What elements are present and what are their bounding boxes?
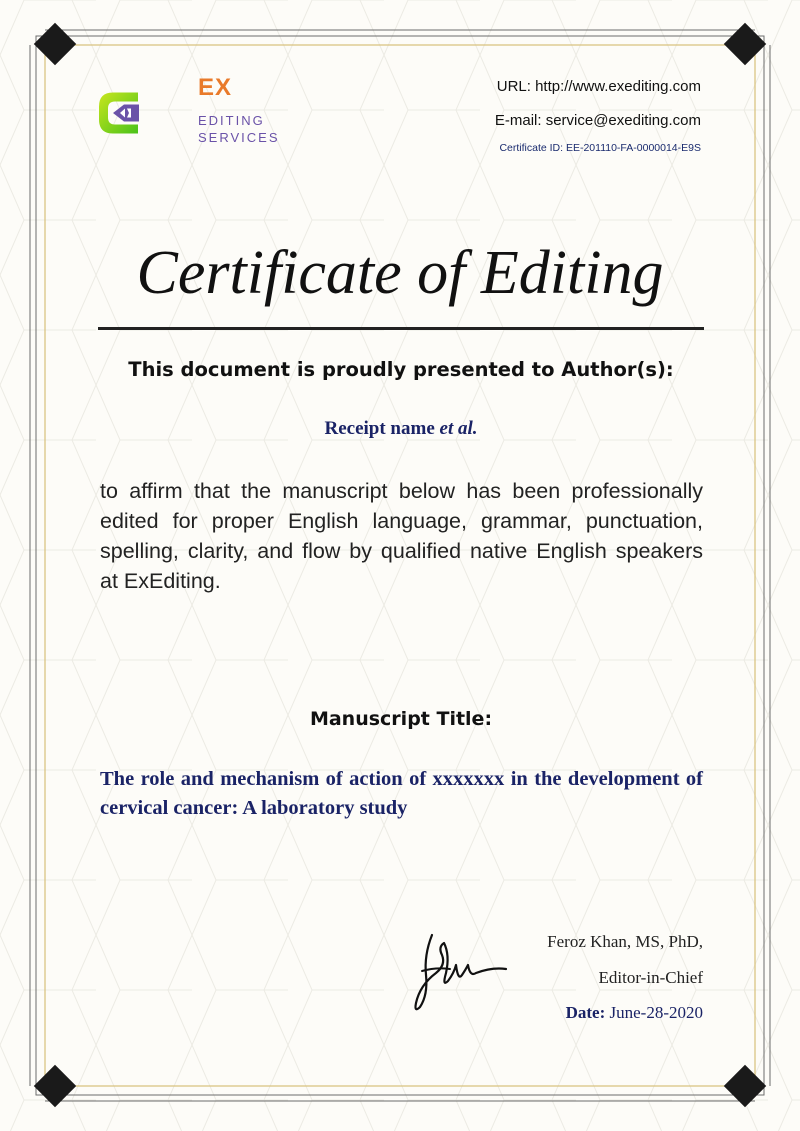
issue-date-label: Date: — [565, 1003, 606, 1022]
recipient-name — [98, 418, 704, 440]
signature-icon — [402, 925, 512, 1015]
certificate-title — [130, 225, 670, 315]
title-divider — [98, 327, 704, 330]
manuscript-title: The role and mechanism of action of xxxxxxx in the development of cervical cancer: A laboratory study — [100, 768, 703, 819]
certificate-title-text: Certificate of Editing — [136, 239, 664, 307]
brand-tagline: EDITING SERVICES — [198, 113, 280, 145]
manuscript-heading: Manuscript Title: — [309, 708, 493, 730]
company-email[interactable]: E-mail: service@exediting.com — [494, 112, 701, 129]
certificate-id: Certificate ID: EE-201110-FA-0000014-E9S — [499, 142, 701, 154]
issue-date-value: June-28-2020 — [609, 1003, 703, 1022]
recipient-name-suffix: et al. — [439, 418, 478, 439]
signatory-name: Feroz Khan, MS, PhD, — [547, 932, 703, 951]
brand-name: EX — [198, 74, 233, 101]
presented-to-heading: This document is proudly presented to Author(s): — [128, 358, 674, 381]
company-url[interactable]: URL: http://www.exediting.com — [496, 78, 701, 95]
exediting-logo-icon — [98, 70, 198, 156]
signatory-role: Editor-in-Chief — [598, 968, 703, 987]
affirmation-text: to affirm that the manuscript below has been professionally edited for proper English language, grammar, punctuation, spelling, clarity, and flow by qualified native English speakers at ExEditing. — [100, 479, 703, 593]
recipient-name-text: Receipt name — [324, 418, 435, 439]
issue-date — [566, 1003, 703, 1023]
